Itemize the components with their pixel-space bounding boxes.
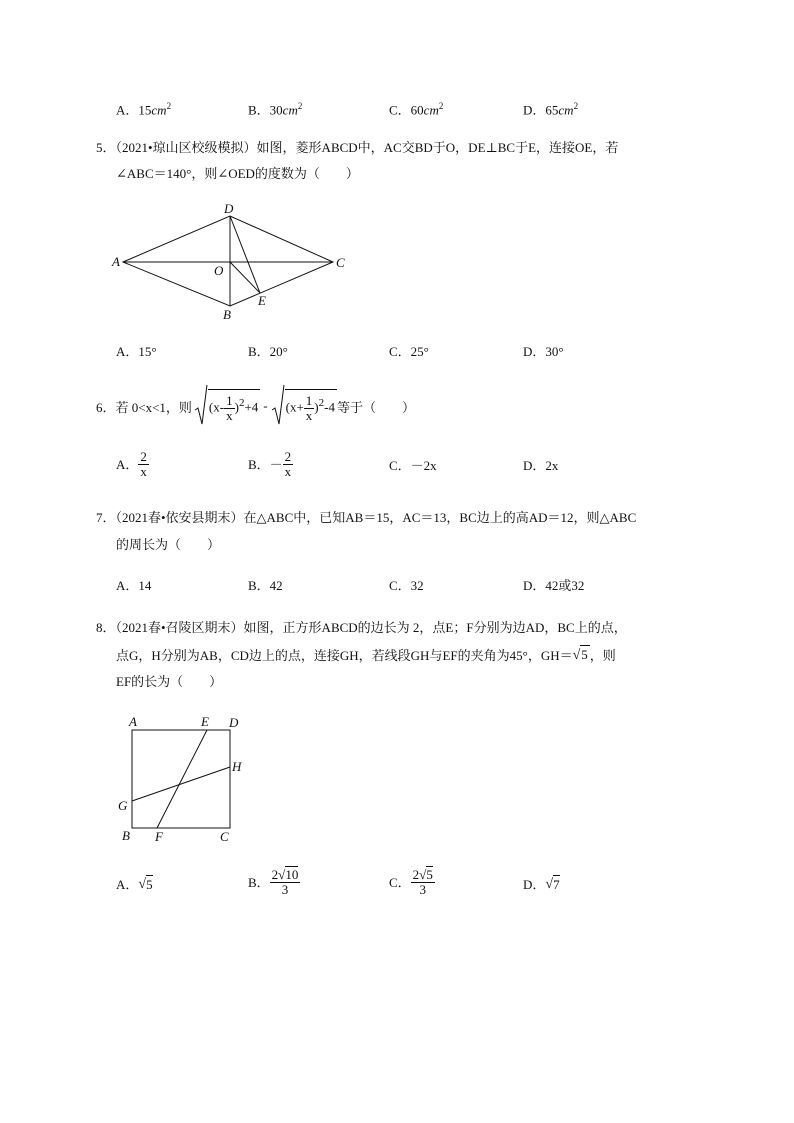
q4-option-a: A．$15cm^2$ (116, 101, 172, 118)
q8-option-c: C． $\frac{2√5}{3}$ (389, 867, 433, 897)
q7-option-d: D．42或32 (523, 578, 585, 593)
label-e: E (201, 714, 209, 729)
q5-option-b: B．20° (248, 344, 288, 359)
q8-stem-line1: 8．（2021春•召陵区期末）如图，正方形ABCD的边长为 2，点E；F分别为边AD，BC上的点， (96, 620, 627, 635)
q5-stem-line1: 5．（2021•琼山区校级模拟）如图，菱形ABCD中，AC交BD于O，DE⊥BC于E，连接OE，若 (96, 140, 619, 155)
label-a: A (129, 714, 137, 729)
q6-stem (96, 382, 415, 430)
segment-oe (230, 262, 260, 293)
q7-option-b: B．42 (248, 578, 283, 593)
q6-option-a: A． $\frac{2}{x}$ (116, 449, 147, 479)
label-d: D (229, 715, 239, 730)
label-a: A (112, 254, 120, 269)
segment-gh (132, 767, 230, 801)
q8-square-figure (112, 712, 252, 848)
q4-option-c: C．$60cm^2$ (389, 101, 444, 118)
q5-rhombus-figure (110, 198, 360, 324)
q6-radical-1: (x- $\frac{1}{x}$ )$^2$+4 (194, 384, 260, 428)
q5-option-d: D．30° (523, 344, 564, 359)
square-outline (132, 730, 230, 828)
label-c: C (336, 255, 345, 270)
q8-option-d: D． √ 7 (523, 877, 560, 892)
label-f: F (155, 829, 163, 844)
q4-option-d: D．$65cm^2$ (523, 101, 579, 118)
segment-ef (157, 730, 207, 828)
q6-radical-2: (x+ $\frac{1}{x}$ )$^2$-4 (271, 384, 337, 428)
q7-stem-line1: 7．（2021春•依安县期末）在△ABC中，已知AB＝15，AC＝13，BC边上的高AD＝12，则△ABC (96, 510, 637, 525)
q8-option-a: A． √ 5 (116, 877, 153, 892)
q7-option-c: C．32 (389, 578, 424, 593)
label-h: H (232, 759, 242, 774)
q6-prefix: 6．若 0<x<1，则 (96, 399, 192, 415)
q6-option-d: D．2x (523, 458, 559, 473)
label-b: B (223, 307, 231, 322)
rhombus-outline (123, 216, 333, 306)
q6-minus: - (263, 398, 268, 413)
label-c: C (220, 829, 229, 844)
q8-sqrt5: √5 (572, 647, 588, 663)
q8-stem-line3: EF的长为（ ） (116, 674, 223, 689)
q7-stem-line2: 的周长为（ ） (116, 537, 221, 552)
q8-stem-line2: 点G，H分别为AB，CD边上的点，连接GH，若线段GH与EF的夹角为45°，GH＝ √5 ，则 (116, 647, 616, 663)
q4-option-b: B．$30cm^2$ (248, 101, 303, 118)
label-d: D (224, 201, 234, 216)
label-b: B (122, 828, 130, 843)
label-g: G (118, 798, 128, 813)
q5-option-a: A．15° (116, 344, 157, 359)
q6-option-b: B．－ $\frac{2}{x}$ (248, 449, 292, 479)
q5-stem-line2: ∠ABC＝140°，则∠OED的度数为（ ） (116, 166, 359, 181)
q7-option-a: A．14 (116, 578, 152, 593)
label-o: O (214, 263, 224, 278)
q8-option-b: B． $\frac{2√10}{3}$ (248, 867, 299, 897)
label-e: E (258, 293, 266, 308)
q6-suffix: 等于（ ） (336, 399, 415, 415)
q6-option-c: C．－2x (389, 458, 437, 473)
q5-option-c: C．25° (389, 344, 429, 359)
